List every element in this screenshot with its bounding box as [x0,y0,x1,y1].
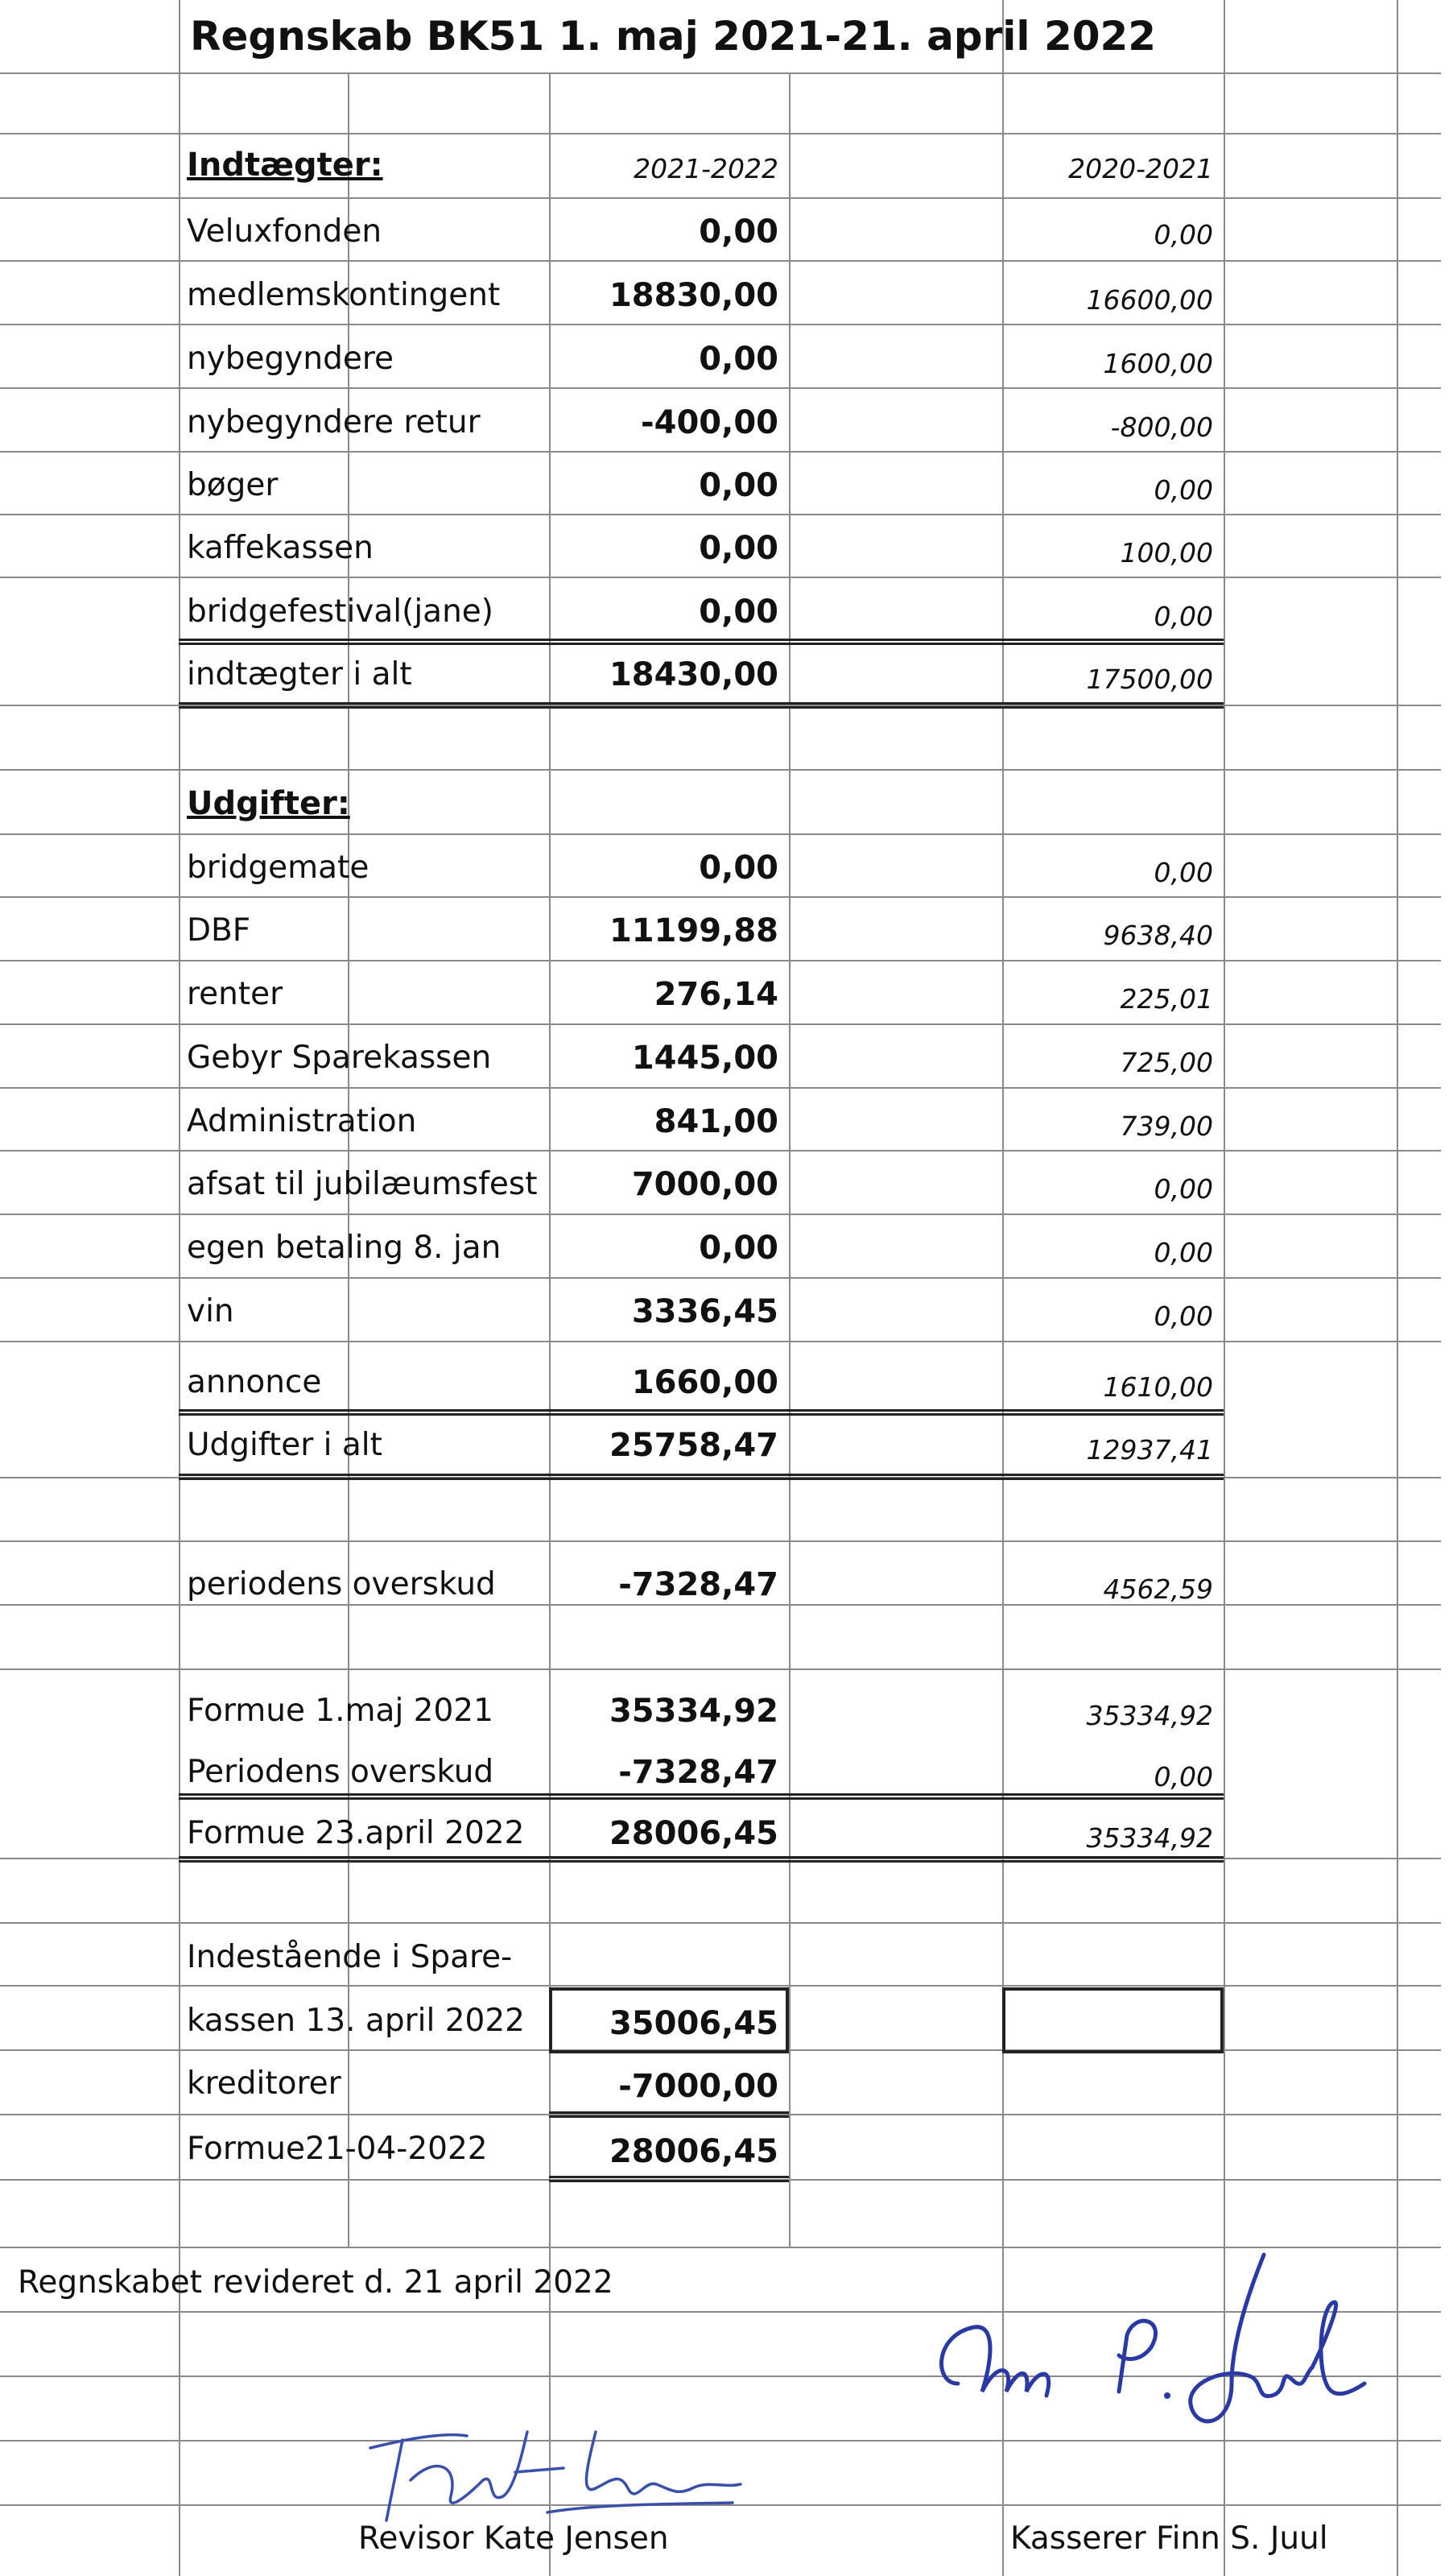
grid-row-line [0,1341,1441,1342]
grid-row-line [0,133,1441,134]
income-subtotal-rule [179,639,1224,645]
expense-previous: 0,00 [1154,1237,1213,1268]
income-previous: 0,00 [1154,474,1213,506]
income-previous: 1600,00 [1103,348,1213,379]
wealth-label: Periodens overskud [187,1754,494,1790]
income-total-previous: 17500,00 [1086,664,1213,695]
grid-row-line [0,1985,1441,1987]
expense-total-rule [179,1474,1224,1480]
expense-label: renter [187,976,283,1012]
creditors-value: -7000,00 [618,2068,778,2105]
income-total-rule [179,702,1224,709]
grid-row-line [0,960,1441,961]
grid-row-line [0,769,1441,771]
expense-label: bridgemate [187,850,369,886]
expense-current: 0,00 [699,1230,778,1267]
wealth-previous: 35334,92 [1086,1700,1213,1731]
wealth-subtotal-rule [179,1793,1224,1800]
expense-previous: 0,00 [1154,1300,1213,1332]
expense-total-previous: 12937,41 [1086,1434,1213,1466]
grid-row-line [0,197,1441,199]
grid-row-line [0,514,1441,515]
wealth-previous: 0,00 [1154,1761,1213,1792]
income-current: 0,00 [699,593,778,631]
grid-col-line [179,0,180,2576]
income-label: Veluxfonden [187,213,382,250]
grid-row-line [0,1023,1441,1025]
grid-col-line [1397,0,1398,2576]
grid-row-line [0,387,1441,389]
column-header-previous: 2020-2021 [1068,153,1213,184]
empty-previous-box [1002,1987,1224,2053]
income-current: 0,00 [699,213,778,250]
income-previous: 16600,00 [1086,284,1213,316]
deposit-label-line2: kassen 13. april 2022 [187,2003,525,2039]
surplus-label: periodens overskud [187,1566,496,1602]
wealth-label: Formue 1.maj 2021 [187,1693,493,1729]
creditors-label: kreditorer [187,2065,341,2102]
income-label: bridgefestival(jane) [187,593,493,630]
grid-row-line [0,1922,1441,1924]
auditor-signature [354,2400,773,2537]
grid-row-line [0,1087,1441,1089]
column-header-current: 2021-2022 [634,153,778,184]
wealth-total-label: Formue 23.april 2022 [187,1815,525,1851]
expense-previous: 0,00 [1154,857,1213,888]
grid-row-line [0,577,1441,578]
expense-subtotal-rule [179,1409,1224,1416]
income-label: nybegyndere retur [187,404,481,440]
expense-label: egen betaling 8. jan [187,1230,502,1266]
audit-note: Regnskabet revideret d. 21 april 2022 [18,2264,613,2301]
income-current: 0,00 [699,341,778,378]
grid-row-line [0,451,1441,453]
grid-col-line [789,72,790,2247]
expense-current: 841,00 [654,1103,778,1140]
treasurer-signature [926,2247,1377,2440]
income-current: 0,00 [699,530,778,567]
surplus-current: -7328,47 [618,1566,778,1603]
income-previous: 100,00 [1120,537,1213,569]
income-previous: 0,00 [1154,219,1213,250]
income-label: nybegyndere [187,341,394,377]
income-label: medlemskontingent [187,277,501,313]
final-balance-underline [549,2176,789,2182]
wealth-total-current: 28006,45 [609,1815,778,1852]
grid-row-line [0,1150,1441,1152]
grid-row-line [0,72,1441,74]
expense-current: 11199,88 [609,912,778,949]
income-heading: Indtægter: [187,147,383,184]
grid-col-line [1002,0,1004,2576]
grid-row-line [0,896,1441,898]
page-title: Regnskab BK51 1. maj 2021-21. april 2022 [190,13,1157,60]
expenses-heading: Udgifter: [187,785,350,822]
grid-row-line [0,324,1441,325]
income-total-current: 18430,00 [609,656,778,693]
final-balance-value: 28006,45 [609,2133,778,2170]
expense-label: vin [187,1293,234,1329]
expense-current: 7000,00 [631,1166,778,1203]
income-current: -400,00 [641,404,778,441]
expense-label: Administration [187,1103,417,1139]
wealth-current: -7328,47 [618,1754,778,1791]
deposit-label-line1: Indestående i Spare- [187,1939,513,1975]
expense-label: annonce [187,1364,322,1400]
grid-row-line [0,833,1441,835]
expense-previous: 739,00 [1120,1110,1213,1142]
final-balance-label: Formue21-04-2022 [187,2131,488,2167]
grid-col-line [1224,0,1225,2576]
final-balance-rule [549,2111,789,2118]
expense-label: Gebyr Sparekassen [187,1040,492,1076]
expense-previous: 725,00 [1120,1047,1213,1078]
deposit-value: 35006,45 [609,2005,778,2042]
expense-total-label: Udgifter i alt [187,1427,382,1463]
expense-previous: 0,00 [1154,1173,1213,1205]
income-label: kaffekassen [187,530,374,566]
wealth-current: 35334,92 [609,1693,778,1730]
expense-previous: 9638,40 [1103,920,1213,951]
expense-label: afsat til jubilæumsfest [187,1166,538,1202]
expense-label: DBF [187,912,251,949]
grid-row-line [0,1540,1441,1542]
income-previous: -800,00 [1110,411,1213,443]
income-label: bøger [187,467,279,503]
expense-current: 0,00 [699,850,778,887]
expense-previous: 1610,00 [1103,1371,1213,1403]
wealth-total-previous: 35334,92 [1086,1822,1213,1854]
income-current: 0,00 [699,467,778,504]
expense-total-current: 25758,47 [609,1427,778,1464]
surplus-previous: 4562,59 [1103,1573,1213,1605]
expense-current: 1445,00 [631,1040,778,1077]
income-previous: 0,00 [1154,601,1213,632]
grid-row-line [0,1277,1441,1279]
auditor-name: Revisor Kate Jensen [358,2520,669,2557]
grid-row-line [0,260,1441,262]
expense-current: 3336,45 [631,1293,778,1330]
expense-previous: 225,01 [1120,983,1213,1015]
wealth-total-rule [179,1856,1224,1863]
income-current: 18830,00 [609,277,778,314]
income-total-label: indtægter i alt [187,656,412,693]
grid-row-line [0,1214,1441,1215]
treasurer-name: Kasserer Finn S. Juul [1010,2520,1328,2557]
expense-current: 1660,00 [631,1364,778,1401]
expense-current: 276,14 [654,976,778,1013]
grid-row-line [0,1604,1441,1606]
grid-row-line [0,1668,1441,1670]
grid-col-line [348,72,349,2247]
